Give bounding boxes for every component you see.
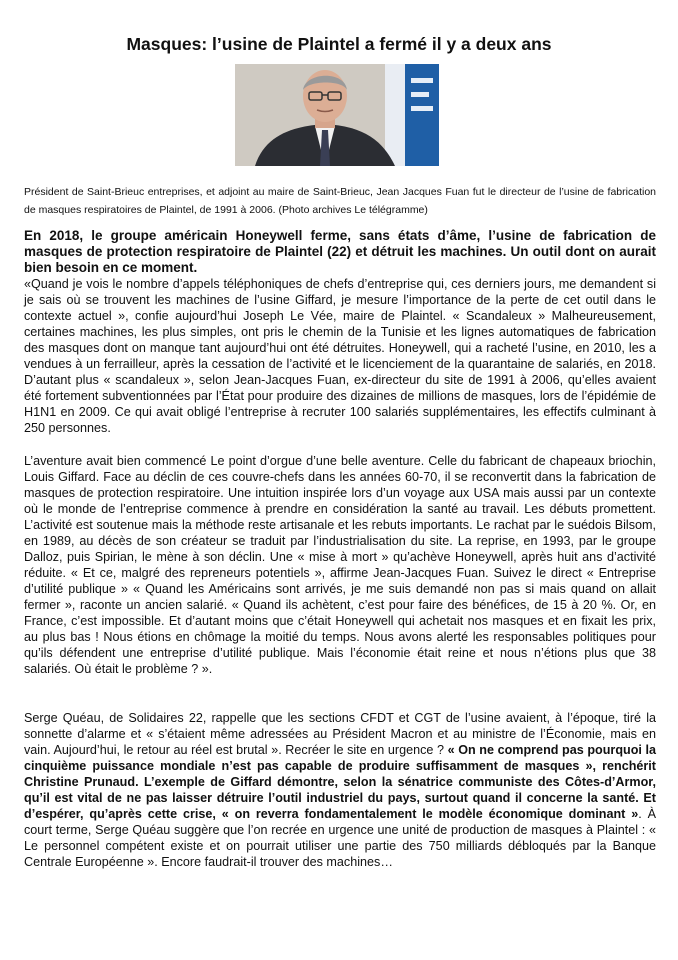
photo-caption: Président de Saint-Brieuc entreprises, et adjoint au maire de Saint-Brieuc, Jean Jacques Fuan fut le directeur de l’usine de fabrication de masques respiratoires de Plaintel, de 1991 à 2006. (Photo archives Le télégramme) — [24, 186, 656, 216]
article-title: Masques: l’usine de Plaintel a fermé il y a deux ans — [126, 34, 552, 54]
paragraph-3-text-end: . À court terme, Serge Quéau suggère que l’on recrée en urgence une unité de production de masques à Plaintel : « Le personnel compétent existe et on pourrait utiliser une partie des 750 milliards débloqués par la Banque Centrale Européenne ». Encore faudrait-il trouver des machines… — [24, 807, 656, 869]
paragraph-3-text-start: Serge Quéau, de Solidaires 22, rappelle que les sections CFDT et CGT de l’usine avaient, à l’époque, tiré la sonnette d’alarme et « s’étaient même adressées au Président Macron et au ministre de l’Économie, mais en vain. Aujourd’hui, le retour au réel est brutal ». Recréer le site en urgence ? — [24, 711, 656, 757]
lead-paragraph: En 2018, le groupe américain Honeywell ferme, sans états d’âme, l’usine de fabrication de masques de protection respiratoire de Plaintel (22) et détruit les machines. Un outil dont on aurait bien besoin en ce moment. — [24, 228, 656, 275]
body-paragraph-3 — [24, 710, 656, 870]
body-paragraph-1: «Quand je vois le nombre d’appels téléphoniques de chefs d’entreprise qui, ces derniers jours, me demandent si je sais où se trouvent les machines de l’usine Giffard, je mesure l’importance de la perte de cet outil dans le contexte actuel », confie aujourd’hui Joseph Le Vée, maire de Plaintel. « Scandaleux » Malheureusement, certaines machines, les plus simples, ont pris le chemin de la Tunisie et les lignes automatiques de fabrication des masques dont on manque tant aujourd’hui ont été détruites. Honeywell, qui a racheté l’usine, en 2010, les a vendues à un ferrailleur, après la cessation de l’activité et le licenciement de la quarantaine de salariés, en 2018. D’autant plus « scandaleux », selon Jean-Jacques Fuan, ex-directeur du site de 1991 à 2006, qu’elles avaient été fortement subventionnées par l’État pour produire des dizaines de millions de masques, lors de l’épidémie de H1N1 en 2009. Ce qui avait obligé l’entreprise à recruter 100 salariés supplémentaires, les effectifs culminant à 250 personnes. — [24, 277, 656, 435]
body-paragraph-2: L’aventure avait bien commencé Le point d’orgue d’une belle aventure. Celle du fabricant de chapeaux briochin, Louis Giffard. Face au déclin de ces couvre-chefs dans les années 60-70, il se reconvertit dans la fabrication de masques de protection respiratoire. Une intuition inspirée lors d’un voyage aux USA mais aussi par un contexte où le monde de l’entreprise commence à prendre en considération la santé au travail. Les débuts promettent. L’activité est soutenue mais la méthode reste artisanale et les rebuts importants. Le rachat par le suédois Bilsom, en 1989, au décès de son créateur se traduit par l’industrialisation du site. La reprise, en 1993, par le groupe Dalloz, puis Spirian, le mène à son déclin. Une « mise à mort » qu’achève Honeywell, après huit ans d’activité réduite. « Et ce, malgré des repreneurs potentiels », affirme Jean-Jacques Fuan. Suivez le direct « Entreprise d’utilité publique » « Quand les Américains sont arrivés, je me suis demandé non pas si mais quand on allait fermer », raconte un ancien salarié. « Quand ils achètent, c’est pour faire des bénéfices, de 15 à 20 %. Or, en France, c’est impossible. Et d’autant moins que c’était Honeywell qui achetait nos masques et en fixait les prix, au plus bas ! Nous étions en chômage la moitié du temps. Nous avons alerté les responsables politiques pour qu’ils défendent une entreprise d’utilité publique. Mais l’économie était reine et nous n’étions plus que 38 salariés. Où était le problème ? ». — [24, 454, 656, 676]
paragraph-3-bold-quote: « On ne comprend pas pourquoi la cinquième puissance mondiale n’est pas capable de produire suffisamment de masques », renchérit Christine Prunaud. L’exemple de Giffard démontre, selon la sénatrice communiste des Côtes-d’Armor, qu’il est vital de ne pas laisser détruire l’outil industriel du pays, surtout quand il concerne la santé. Et d’espérer, qu’après cette crise, « on reverra fondamentalement le modèle économique dominant » — [24, 743, 656, 821]
portrait-photo — [235, 64, 439, 166]
